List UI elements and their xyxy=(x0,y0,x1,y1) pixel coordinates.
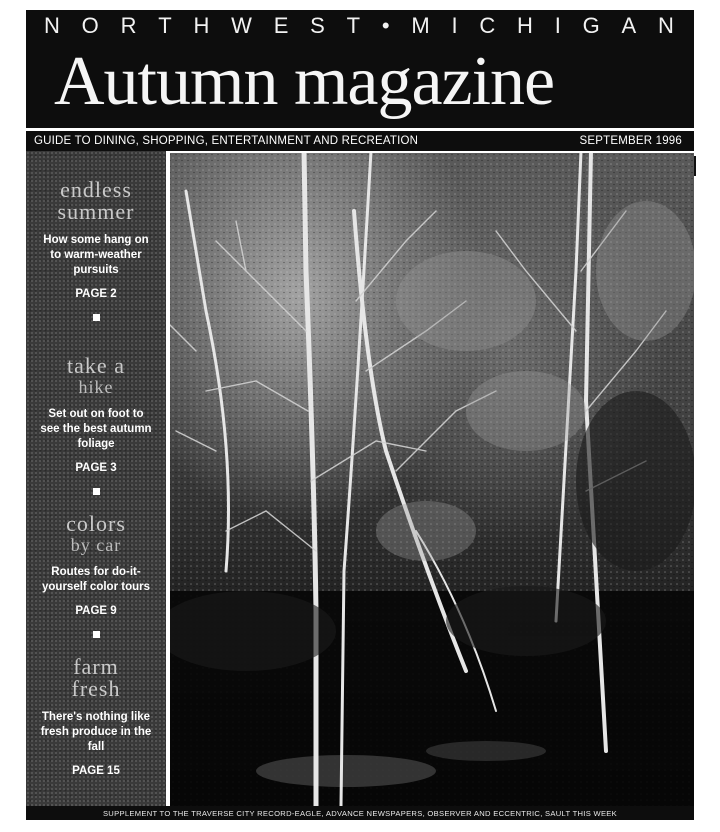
supplement-footer: SUPPLEMENT TO THE TRAVERSE CITY RECORD-EAGLE, ADVANCE NEWSPAPERS, OBSERVER AND ECCENTRIC, SAULT THIS WEEK xyxy=(26,806,694,820)
region-letter: S xyxy=(310,13,327,38)
story-page-ref[interactable]: PAGE 9 xyxy=(75,605,117,617)
issue-date: SEPTEMBER 1996 xyxy=(579,135,682,147)
region-letter: A xyxy=(621,13,639,38)
region-letter: W xyxy=(231,13,254,38)
region-letter: H xyxy=(193,13,212,38)
story-kicker: take a xyxy=(67,353,125,378)
story-page-ref[interactable]: PAGE 2 xyxy=(75,288,117,300)
region-letter: G xyxy=(582,13,602,38)
region-letter: N xyxy=(658,13,676,38)
story-kicker-second: by car xyxy=(70,535,122,555)
region-letter: T xyxy=(158,13,174,38)
region-letter: T xyxy=(346,13,363,38)
story-blurb: Routes for do-it-yourself color tours xyxy=(42,566,150,593)
story-endless-summer[interactable] xyxy=(26,179,166,321)
margin-mark xyxy=(694,156,696,176)
story-kicker-second: summer xyxy=(57,199,135,224)
magazine-title: Autumn magazine xyxy=(54,43,555,120)
story-kicker-second: fresh xyxy=(71,676,121,701)
story-blurb: There's nothing like fresh produce in the fall xyxy=(40,711,152,753)
region-letter: N xyxy=(44,13,62,38)
region-banner xyxy=(26,13,694,39)
story-kicker: endless xyxy=(60,177,132,202)
magazine-cover xyxy=(26,10,694,824)
story-farm-fresh[interactable] xyxy=(26,656,166,777)
region-letter: R xyxy=(120,13,139,38)
story-page-ref[interactable]: PAGE 3 xyxy=(75,462,117,474)
guide-tagline: GUIDE TO DINING, SHOPPING, ENTERTAINMENT AND RECREATION xyxy=(34,135,419,147)
region-letter: M xyxy=(411,13,432,38)
region-letter: H xyxy=(517,13,535,38)
story-kicker-second: hike xyxy=(78,377,114,397)
bullet-separator xyxy=(93,488,100,495)
story-take-a-hike[interactable] xyxy=(26,355,166,495)
bullet-separator xyxy=(93,631,100,638)
bullet-separator xyxy=(93,314,100,321)
region-letter: O xyxy=(81,13,101,38)
info-bar xyxy=(26,131,694,151)
masthead xyxy=(26,10,694,128)
story-kicker: colors xyxy=(66,511,126,536)
region-letter: E xyxy=(273,13,291,38)
photo-border xyxy=(166,151,694,806)
story-blurb: How some hang on to warm-weather pursuits xyxy=(43,234,149,276)
region-letter: C xyxy=(479,13,498,38)
region-separator: • xyxy=(381,13,392,38)
region-letter: I xyxy=(554,13,563,38)
story-kicker: farm xyxy=(73,654,119,679)
sidebar-contents xyxy=(26,151,166,806)
story-blurb: Set out on foot to see the best autumn foliage xyxy=(40,408,152,450)
story-colors-by-car[interactable] xyxy=(26,513,166,638)
story-page-ref[interactable]: PAGE 15 xyxy=(72,765,120,777)
region-letter: I xyxy=(451,13,460,38)
